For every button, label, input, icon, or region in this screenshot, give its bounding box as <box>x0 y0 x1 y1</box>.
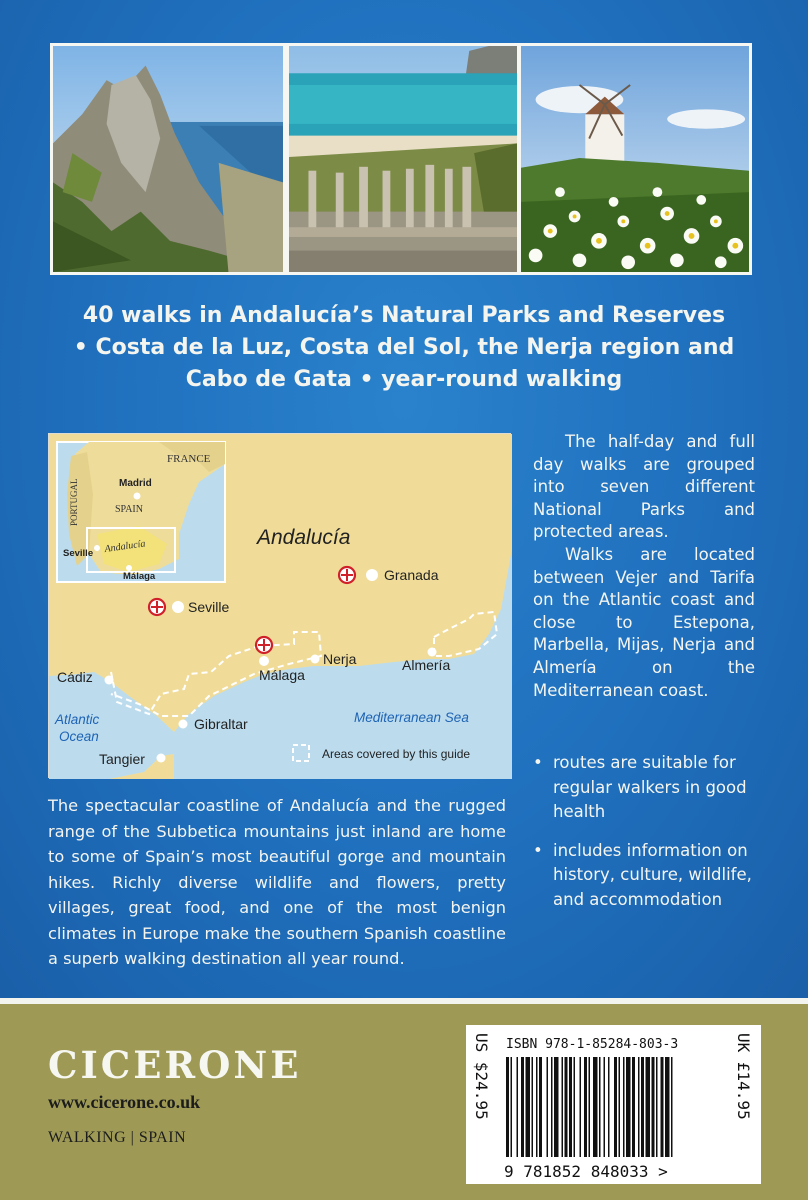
city-malaga-label: Málaga <box>259 667 305 683</box>
publisher-logo: CICERONE <box>48 1043 302 1087</box>
barcode-bar <box>517 1057 519 1157</box>
legend-label: Areas covered by this guide <box>322 747 471 761</box>
barcode-bar <box>641 1057 644 1157</box>
city-seville-label: Seville <box>188 599 230 615</box>
city-almeria-label: Almería <box>402 657 451 673</box>
barcode-bar <box>656 1057 658 1157</box>
publisher-url: www.cicerone.co.uk <box>48 1092 201 1112</box>
bullet-text: includes information on history, culture, wildlife, and accommodation <box>553 840 752 909</box>
barcode-bars <box>506 1057 673 1157</box>
headline-line-2: • Costa de la Luz, Costa del Sol, the Nerja region and <box>73 335 735 360</box>
bullet-item <box>533 751 763 825</box>
barcode-bar <box>632 1057 635 1157</box>
description: The spectacular coastline of Andalucía and the rugged range of the Subbetica mountains just inland are home to some of Spain’s most beautiful gorge and mountain hikes. Richly diverse wildlife and flowers, pretty villages, great food, and one of the most benign climates in Europe make the southern Spanish coastline a superb walking destination all year round. <box>48 796 506 968</box>
barcode-bar <box>511 1057 513 1157</box>
barcode-bar <box>619 1057 621 1157</box>
barcode-bar <box>638 1057 640 1157</box>
ean-digits: 9 781852 848033 > <box>504 1162 668 1181</box>
barcode-bar <box>665 1057 670 1157</box>
barcode-bar <box>584 1057 587 1157</box>
book-category: WALKING | SPAIN <box>48 1129 187 1146</box>
barcode-bar <box>608 1057 610 1157</box>
bullet-symbol: • <box>533 840 543 860</box>
barcode-bar <box>604 1057 606 1157</box>
barcode-bar <box>532 1057 534 1157</box>
summary-paragraphs <box>533 431 755 702</box>
summary-paragraph-1: The half-day and full day walks are grouped into seven different National Parks and protected areas. <box>533 432 755 542</box>
map-region-title: Andalucía <box>257 526 351 549</box>
sea-atlantic-line-1: Atlantic <box>55 712 100 727</box>
bullet-item <box>533 839 763 913</box>
barcode-bar <box>521 1057 524 1157</box>
bullet-text: routes are suitable for regular walkers in good health <box>553 753 747 821</box>
inset-seville-label: Seville <box>63 548 94 559</box>
barcode-bar <box>539 1057 542 1157</box>
headline-line-3: Cabo de Gata • year-round walking <box>185 367 623 392</box>
photo-rock-coast <box>50 43 286 275</box>
headline <box>40 300 768 396</box>
barcode-bar <box>599 1057 601 1157</box>
barcode-bar <box>614 1057 617 1157</box>
barcode-bar <box>574 1057 576 1157</box>
inset-portugal-label: PORTUGAL <box>69 478 79 526</box>
city-gibraltar-label: Gibraltar <box>194 716 248 732</box>
city-cadiz-label: Cádiz <box>57 669 93 685</box>
price-us: US $24.95 <box>472 1033 491 1120</box>
barcode-bar <box>569 1057 572 1157</box>
inset-andalucia-label: Andalucía <box>103 538 147 555</box>
barcode-bar <box>547 1057 549 1157</box>
photo-ruins-beach <box>286 43 520 275</box>
barcode-bar <box>554 1057 559 1157</box>
barcode-bar <box>626 1057 631 1157</box>
inset-madrid-label: Madrid <box>119 478 152 489</box>
headline-line-1: 40 walks in Andalucía’s Natural Parks and Reserves <box>82 303 726 328</box>
barcode-bar <box>580 1057 582 1157</box>
barcode-bar <box>589 1057 591 1157</box>
bullet-symbol: • <box>533 753 543 772</box>
sea-atlantic-line-2: Ocean <box>59 729 99 744</box>
barcode-bar <box>661 1057 664 1157</box>
isbn-text: ISBN 978-1-85284-803-3 <box>506 1037 679 1052</box>
feature-bullets <box>533 751 763 926</box>
city-nerja-label: Nerja <box>323 651 357 667</box>
barcode-bar <box>551 1057 553 1157</box>
city-granada-label: Granada <box>384 567 439 583</box>
andalucia-map <box>48 433 511 778</box>
barcode-bar <box>671 1057 673 1157</box>
barcode-bar <box>623 1057 625 1157</box>
city-tangier-label: Tangier <box>99 751 145 767</box>
barcode-box <box>466 1025 761 1184</box>
inset-spain-label: SPAIN <box>115 504 143 515</box>
barcode-bar <box>593 1057 598 1157</box>
barcode-bar <box>526 1057 531 1157</box>
summary-paragraph-2: Walks are located between Vejer and Tarifa on the Atlantic coast and close to Estepona, Marbella, Mijas, Nerja and Almería on the Mediterranean coast. <box>533 544 755 700</box>
barcode-bar <box>562 1057 564 1157</box>
barcode-bar <box>506 1057 509 1157</box>
inset-france-label: FRANCE <box>167 453 211 465</box>
barcode-bar <box>536 1057 538 1157</box>
price-uk: UK £14.95 <box>734 1033 753 1120</box>
barcode-bar <box>565 1057 568 1157</box>
inset-map <box>57 442 225 582</box>
barcode-bar <box>652 1057 655 1157</box>
inset-malaga-label: Málaga <box>123 571 156 582</box>
photo-windmill-flowers <box>518 43 752 275</box>
sea-mediterranean-label: Mediterranean Sea <box>354 710 469 725</box>
barcode-bar <box>646 1057 651 1157</box>
